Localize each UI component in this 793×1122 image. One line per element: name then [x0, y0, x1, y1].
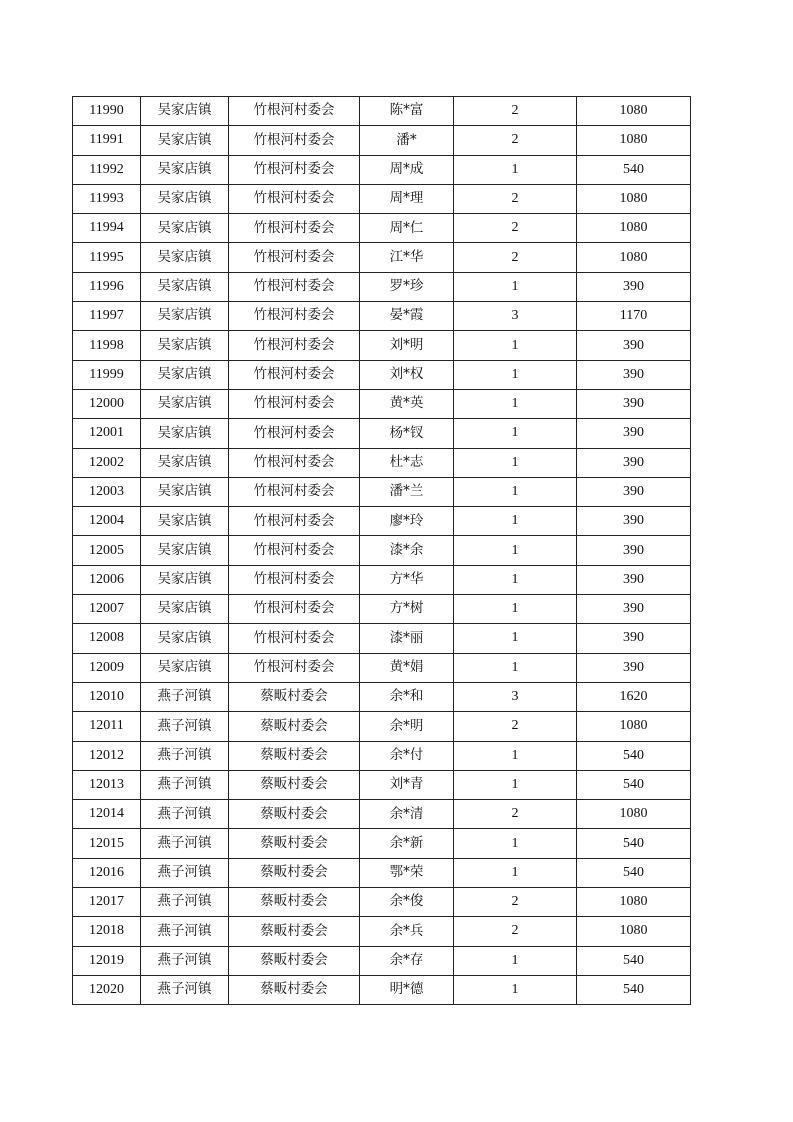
count-cell: 1 [454, 975, 577, 1004]
town-cell: 吴家店镇 [141, 389, 229, 418]
row-number-cell: 11995 [73, 243, 141, 272]
name-cell: 余*俊 [360, 888, 454, 917]
name-cell: 黄*娟 [360, 653, 454, 682]
amount-cell: 390 [577, 595, 691, 624]
town-cell: 燕子河镇 [141, 917, 229, 946]
amount-cell: 390 [577, 331, 691, 360]
name-cell: 余*付 [360, 741, 454, 770]
name-cell: 漆*丽 [360, 624, 454, 653]
name-cell: 刘*青 [360, 770, 454, 799]
name-cell: 周*理 [360, 184, 454, 213]
town-cell: 吴家店镇 [141, 507, 229, 536]
village-cell: 竹根河村委会 [229, 595, 360, 624]
village-cell: 竹根河村委会 [229, 155, 360, 184]
amount-cell: 540 [577, 946, 691, 975]
town-cell: 吴家店镇 [141, 477, 229, 506]
amount-cell: 390 [577, 448, 691, 477]
village-cell: 蔡畈村委会 [229, 712, 360, 741]
amount-cell: 390 [577, 360, 691, 389]
name-cell: 江*华 [360, 243, 454, 272]
amount-cell: 1080 [577, 126, 691, 155]
amount-cell: 390 [577, 477, 691, 506]
name-cell: 余*和 [360, 682, 454, 711]
count-cell: 1 [454, 536, 577, 565]
village-cell: 蔡畈村委会 [229, 946, 360, 975]
count-cell: 1 [454, 829, 577, 858]
amount-cell: 1080 [577, 888, 691, 917]
village-cell: 竹根河村委会 [229, 243, 360, 272]
town-cell: 吴家店镇 [141, 624, 229, 653]
row-number-cell: 12019 [73, 946, 141, 975]
town-cell: 吴家店镇 [141, 302, 229, 331]
count-cell: 3 [454, 682, 577, 711]
count-cell: 1 [454, 360, 577, 389]
table-row [73, 975, 691, 1004]
count-cell: 2 [454, 97, 577, 126]
row-number-cell: 12011 [73, 712, 141, 741]
amount-cell: 390 [577, 653, 691, 682]
town-cell: 吴家店镇 [141, 448, 229, 477]
name-cell: 晏*霞 [360, 302, 454, 331]
village-cell: 竹根河村委会 [229, 331, 360, 360]
village-cell: 竹根河村委会 [229, 389, 360, 418]
name-cell: 刘*明 [360, 331, 454, 360]
row-number-cell: 12000 [73, 389, 141, 418]
amount-cell: 390 [577, 536, 691, 565]
count-cell: 1 [454, 155, 577, 184]
town-cell: 吴家店镇 [141, 97, 229, 126]
village-cell: 竹根河村委会 [229, 536, 360, 565]
town-cell: 燕子河镇 [141, 800, 229, 829]
table-row [73, 331, 691, 360]
name-cell: 余*存 [360, 946, 454, 975]
amount-cell: 1170 [577, 302, 691, 331]
row-number-cell: 11999 [73, 360, 141, 389]
table-row [73, 888, 691, 917]
village-cell: 竹根河村委会 [229, 126, 360, 155]
town-cell: 燕子河镇 [141, 741, 229, 770]
table-body [73, 97, 691, 1005]
count-cell: 1 [454, 624, 577, 653]
name-cell: 鄂*荣 [360, 858, 454, 887]
name-cell: 杨*钗 [360, 419, 454, 448]
town-cell: 吴家店镇 [141, 536, 229, 565]
count-cell: 1 [454, 770, 577, 799]
row-number-cell: 12014 [73, 800, 141, 829]
village-cell: 蔡畈村委会 [229, 770, 360, 799]
name-cell: 周*仁 [360, 214, 454, 243]
row-number-cell: 12009 [73, 653, 141, 682]
name-cell: 罗*珍 [360, 272, 454, 301]
town-cell: 燕子河镇 [141, 682, 229, 711]
name-cell: 余*明 [360, 712, 454, 741]
row-number-cell: 12010 [73, 682, 141, 711]
village-cell: 竹根河村委会 [229, 419, 360, 448]
table-row [73, 770, 691, 799]
row-number-cell: 11998 [73, 331, 141, 360]
table-row [73, 477, 691, 506]
village-cell: 竹根河村委会 [229, 448, 360, 477]
count-cell: 1 [454, 448, 577, 477]
count-cell: 1 [454, 858, 577, 887]
village-cell: 蔡畈村委会 [229, 682, 360, 711]
row-number-cell: 12017 [73, 888, 141, 917]
amount-cell: 1620 [577, 682, 691, 711]
village-cell: 蔡畈村委会 [229, 829, 360, 858]
table-row [73, 448, 691, 477]
village-cell: 竹根河村委会 [229, 360, 360, 389]
count-cell: 1 [454, 331, 577, 360]
table-row [73, 360, 691, 389]
town-cell: 吴家店镇 [141, 184, 229, 213]
count-cell: 2 [454, 712, 577, 741]
table-row [73, 302, 691, 331]
town-cell: 吴家店镇 [141, 272, 229, 301]
amount-cell: 1080 [577, 917, 691, 946]
row-number-cell: 12005 [73, 536, 141, 565]
town-cell: 吴家店镇 [141, 419, 229, 448]
row-number-cell: 12016 [73, 858, 141, 887]
village-cell: 蔡畈村委会 [229, 917, 360, 946]
amount-cell: 390 [577, 419, 691, 448]
amount-cell: 1080 [577, 712, 691, 741]
table-row [73, 126, 691, 155]
town-cell: 燕子河镇 [141, 829, 229, 858]
town-cell: 吴家店镇 [141, 360, 229, 389]
row-number-cell: 12006 [73, 565, 141, 594]
table-row [73, 858, 691, 887]
name-cell: 潘* [360, 126, 454, 155]
amount-cell: 1080 [577, 184, 691, 213]
count-cell: 1 [454, 741, 577, 770]
town-cell: 燕子河镇 [141, 770, 229, 799]
town-cell: 吴家店镇 [141, 565, 229, 594]
town-cell: 吴家店镇 [141, 595, 229, 624]
count-cell: 1 [454, 565, 577, 594]
row-number-cell: 11997 [73, 302, 141, 331]
town-cell: 吴家店镇 [141, 126, 229, 155]
amount-cell: 540 [577, 770, 691, 799]
count-cell: 2 [454, 917, 577, 946]
amount-cell: 390 [577, 565, 691, 594]
village-cell: 蔡畈村委会 [229, 975, 360, 1004]
name-cell: 潘*兰 [360, 477, 454, 506]
name-cell: 周*成 [360, 155, 454, 184]
row-number-cell: 12003 [73, 477, 141, 506]
count-cell: 2 [454, 214, 577, 243]
count-cell: 1 [454, 272, 577, 301]
count-cell: 2 [454, 800, 577, 829]
table-row [73, 97, 691, 126]
count-cell: 1 [454, 507, 577, 536]
table-row [73, 624, 691, 653]
village-cell: 蔡畈村委会 [229, 858, 360, 887]
amount-cell: 390 [577, 272, 691, 301]
village-cell: 竹根河村委会 [229, 97, 360, 126]
amount-cell: 390 [577, 624, 691, 653]
amount-cell: 1080 [577, 243, 691, 272]
row-number-cell: 11992 [73, 155, 141, 184]
count-cell: 1 [454, 477, 577, 506]
name-cell: 方*树 [360, 595, 454, 624]
name-cell: 漆*余 [360, 536, 454, 565]
village-cell: 蔡畈村委会 [229, 741, 360, 770]
amount-cell: 390 [577, 389, 691, 418]
count-cell: 1 [454, 389, 577, 418]
table-row [73, 946, 691, 975]
village-cell: 蔡畈村委会 [229, 800, 360, 829]
row-number-cell: 12001 [73, 419, 141, 448]
village-cell: 竹根河村委会 [229, 624, 360, 653]
count-cell: 1 [454, 419, 577, 448]
amount-cell: 540 [577, 829, 691, 858]
row-number-cell: 12020 [73, 975, 141, 1004]
amount-cell: 540 [577, 858, 691, 887]
table-row [73, 712, 691, 741]
amount-cell: 1080 [577, 800, 691, 829]
row-number-cell: 12018 [73, 917, 141, 946]
village-cell: 竹根河村委会 [229, 507, 360, 536]
row-number-cell: 12012 [73, 741, 141, 770]
table-row [73, 653, 691, 682]
village-cell: 竹根河村委会 [229, 184, 360, 213]
name-cell: 余*新 [360, 829, 454, 858]
table-row [73, 214, 691, 243]
town-cell: 吴家店镇 [141, 653, 229, 682]
count-cell: 2 [454, 888, 577, 917]
town-cell: 吴家店镇 [141, 214, 229, 243]
amount-cell: 540 [577, 975, 691, 1004]
count-cell: 3 [454, 302, 577, 331]
village-cell: 竹根河村委会 [229, 653, 360, 682]
village-cell: 竹根河村委会 [229, 477, 360, 506]
table-row [73, 243, 691, 272]
village-cell: 竹根河村委会 [229, 272, 360, 301]
name-cell: 余*兵 [360, 917, 454, 946]
count-cell: 1 [454, 595, 577, 624]
town-cell: 燕子河镇 [141, 712, 229, 741]
table-row [73, 184, 691, 213]
village-cell: 竹根河村委会 [229, 565, 360, 594]
name-cell: 黄*英 [360, 389, 454, 418]
table-row [73, 829, 691, 858]
row-number-cell: 12015 [73, 829, 141, 858]
town-cell: 燕子河镇 [141, 888, 229, 917]
village-cell: 竹根河村委会 [229, 302, 360, 331]
row-number-cell: 11991 [73, 126, 141, 155]
town-cell: 吴家店镇 [141, 331, 229, 360]
table-row [73, 741, 691, 770]
amount-cell: 1080 [577, 214, 691, 243]
row-number-cell: 11990 [73, 97, 141, 126]
name-cell: 陈*富 [360, 97, 454, 126]
table-row [73, 595, 691, 624]
row-number-cell: 12013 [73, 770, 141, 799]
name-cell: 杜*志 [360, 448, 454, 477]
table-row [73, 419, 691, 448]
table-row [73, 800, 691, 829]
amount-cell: 390 [577, 507, 691, 536]
village-cell: 蔡畈村委会 [229, 888, 360, 917]
village-cell: 竹根河村委会 [229, 214, 360, 243]
count-cell: 2 [454, 243, 577, 272]
row-number-cell: 12008 [73, 624, 141, 653]
row-number-cell: 12007 [73, 595, 141, 624]
table-row [73, 272, 691, 301]
table-row [73, 565, 691, 594]
data-table [72, 96, 691, 1005]
table-row [73, 682, 691, 711]
town-cell: 吴家店镇 [141, 155, 229, 184]
count-cell: 1 [454, 946, 577, 975]
table-row [73, 536, 691, 565]
name-cell: 刘*权 [360, 360, 454, 389]
row-number-cell: 11993 [73, 184, 141, 213]
amount-cell: 1080 [577, 97, 691, 126]
count-cell: 2 [454, 184, 577, 213]
table-row [73, 507, 691, 536]
amount-cell: 540 [577, 741, 691, 770]
town-cell: 燕子河镇 [141, 946, 229, 975]
name-cell: 明*德 [360, 975, 454, 1004]
count-cell: 1 [454, 653, 577, 682]
town-cell: 燕子河镇 [141, 975, 229, 1004]
row-number-cell: 11996 [73, 272, 141, 301]
table-row [73, 155, 691, 184]
row-number-cell: 11994 [73, 214, 141, 243]
row-number-cell: 12002 [73, 448, 141, 477]
name-cell: 余*清 [360, 800, 454, 829]
town-cell: 燕子河镇 [141, 858, 229, 887]
count-cell: 2 [454, 126, 577, 155]
table-row [73, 389, 691, 418]
town-cell: 吴家店镇 [141, 243, 229, 272]
amount-cell: 540 [577, 155, 691, 184]
name-cell: 方*华 [360, 565, 454, 594]
name-cell: 廖*玲 [360, 507, 454, 536]
row-number-cell: 12004 [73, 507, 141, 536]
table-row [73, 917, 691, 946]
